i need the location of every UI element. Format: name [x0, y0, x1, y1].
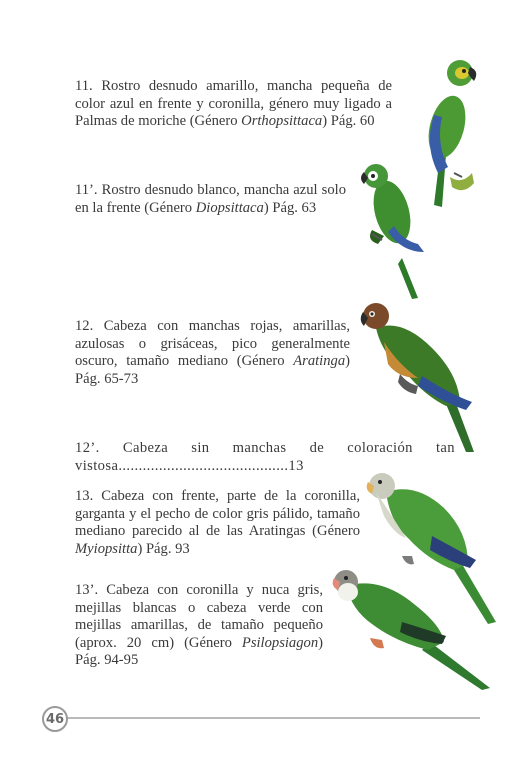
genus-name: Aratinga: [293, 353, 346, 370]
key-entry-13b: [75, 582, 323, 670]
key-entry-11: [75, 78, 392, 131]
psilopsiagon-illustration: [330, 566, 494, 692]
genus-name: Diopsittaca: [195, 199, 264, 216]
entry-text: 12. Cabeza con manchas rojas, amarillas, azulosas o grisáceas, pico generalmente oscuro, tamaño mediano (Género: [75, 318, 350, 370]
entry-page-ref: ) Pág. 93: [137, 540, 190, 557]
key-entry-11b: [75, 182, 346, 217]
genus-name: Myiopsitta: [75, 540, 138, 557]
entry-page-ref: ) Pág. 65-73: [75, 353, 350, 387]
diopsittaca-illustration: [358, 160, 430, 300]
entry-text: 13’. Cabeza con coronilla y nuca gris, mejillas blancas o cabeza verde con mejillas amarillas, de tamaño pequeño (aprox. 20 cm) (Género: [75, 582, 323, 651]
aratinga-illustration: [358, 298, 480, 454]
key-entry-13: [75, 488, 360, 558]
footer-rule: [66, 717, 480, 719]
genus-name: Orthopsittaca: [241, 113, 323, 130]
entry-text: 11’. Rostro desnudo blanco, mancha azul solo en la frente (Género: [75, 182, 346, 216]
entry-text: 12’. Cabeza sin manchas de coloración tan vistosa..........................................13: [75, 440, 455, 474]
page-number: 46: [42, 706, 68, 732]
entry-text: 13. Cabeza con frente, parte de la coronilla, garganta y el pecho de color gris pálido, tamaño mediano parecido al de las Aratingas (Género: [75, 488, 360, 540]
entry-page-ref: ) Pág. 60: [322, 113, 375, 130]
entry-page-ref: ) Pág. 94-95: [75, 634, 323, 669]
entry-page-ref: ) Pág. 63: [263, 199, 317, 216]
entry-text: 11. Rostro desnudo amarillo, mancha pequeña de color azul en frente y coronilla, género muy ligado a Palmas de moriche (Género: [75, 78, 392, 130]
key-entry-12: [75, 318, 350, 388]
genus-name: Psilopsiagon: [241, 634, 319, 651]
